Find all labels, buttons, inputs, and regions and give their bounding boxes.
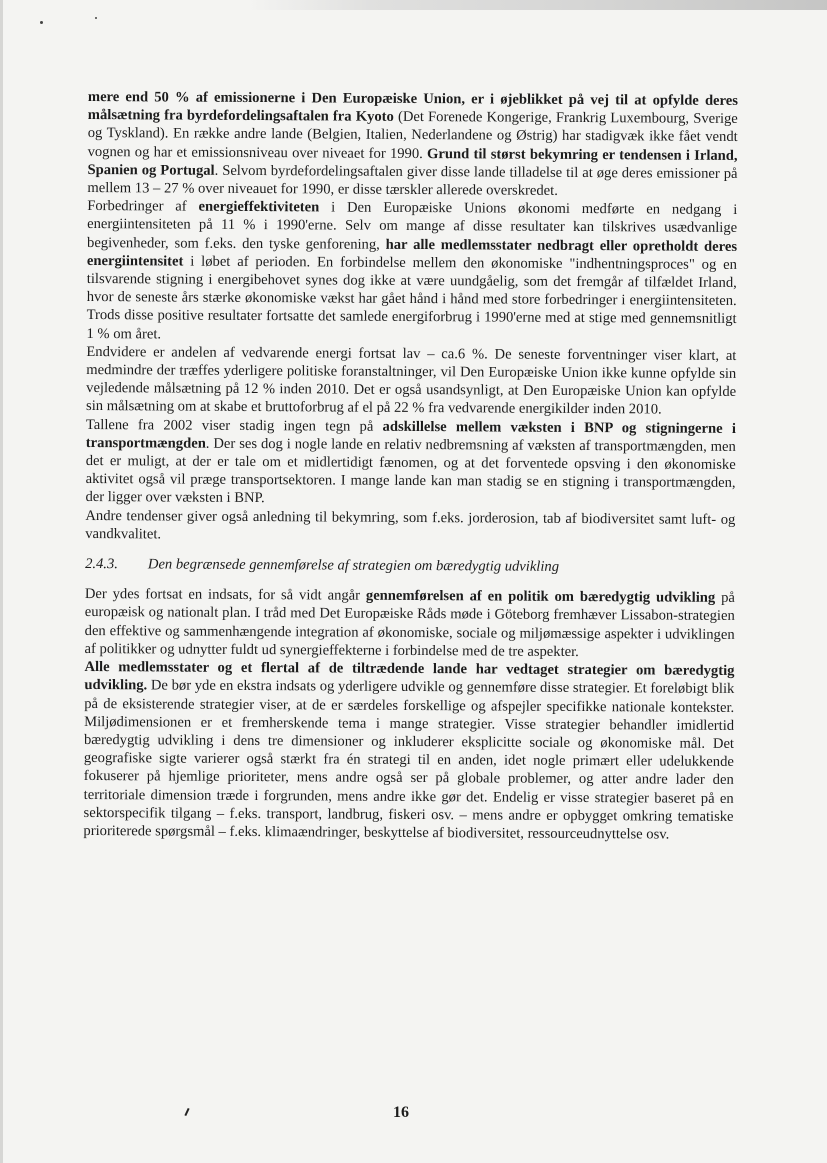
scan-speck [40,21,43,24]
paragraph-group-2 [83,585,735,844]
scan-edge-left [0,0,3,1163]
paragraph [83,658,734,844]
text-run: . Der ses dog i nogle lande en relativ nedbremsning af væksten af transportmængden, men det er muligt, at der er tale om et midlertidigt fænomen, og at det forventede opsving i den økonomiske aktivitet også vil præge transportsektoren. I mange lande kan man stadig se en stigning i transportmængden, der ligger over væksten i BNP. [85,435,736,507]
text-run: (Det Forenede Kongerige, Frankrig Luxembourg, Sverige og Tyskland). En række andre lande (Belgien, Italien, Nederlandene og Østrig) har stadigvæk ikke fået vendt vognen og har et emissionsniveau over niveaet for 1990. [87,109,738,162]
bold-text-run: Alle medlemsstater og et flertal af de tiltrædende lande har vedtaget strategier om bæredygtig udvikling. [84,659,735,694]
page-number: 16 [393,1104,409,1121]
section-title: Den begrænsede gennemførelse af strategien om bæredygtig udvikling [147,556,560,575]
paragraph-group-1 [85,88,738,547]
paragraph [87,88,738,201]
text-run: på europæisk og nationalt plan. I tråd med Det Europæiske Råds møde i Göteborg fremhæver Lissabon-strategien den effektive og sammenhængende integration af økonomiske, sociale og miljømæssige aspekter i udviklingen af politikker og udnytter fuldt ud synergieffekterne i forbindelse med de tre aspekter. [84,590,735,660]
scan-edge-top [0,0,827,10]
bold-text-run: adskillelse mellem væksten i BNP og stigningerne i transportmængden [85,418,736,452]
text-run: Tallene fra 2002 viser stadig ingen tegn på [85,416,383,435]
section-number: 2.4.3. [85,556,118,573]
section-heading [85,555,735,577]
text-run: . Selvom byrdefordelingsaftalen giver disse lande tilladelse til at øge deres emissioner på mellem 13 – 27 % over niveauet for 1990, er disse tærskler allerede overskredet. [87,162,738,199]
bold-text-run: mere end 50 % af emissionerne i Den Europæiske Union, er i øjeblikket på vej til at opfylde deres målsætning fra byrdefordelingsaftalen fra Kyoto [87,88,738,126]
bold-text-run: har alle medlemsstater nedbragt eller opretholdt deres energiintensitet [86,236,738,270]
text-run: Der ydes fortsat en indsats, for så vidt angår [84,586,366,604]
bold-text-run: gennemførelsen af en politik om bæredygtig udvikling [365,587,716,607]
paragraph [85,416,736,511]
text-run: i Den Europæiske Unions økonomi medførte en nedgang i energiintensiteten på 11 % i 1990'erne. Selv om mange af disse resultater kan tilskrives usædvanlige begivenheder, som f.eks. den tyske genforening, [87,199,738,253]
text-run: Forbedringer af [87,198,199,215]
paragraph [85,585,735,662]
paragraph [85,507,735,547]
text-run: Endvidere er andelen af vedvarende energi fortsat lav – ca.6 %. De seneste forventninger viser klart, at medmindre der træffes yderligere politiske foranstaltninger, vil Den Europæiske Union ikke kunne opfylde sin vejledende målsætning på 12 % inden 2010. Det er også usandsynligt, at Den Europæiske Union kan opfylde sin målsætning om at skabe et bruttoforbrug af el på 22 % fra vedvarende energikilder inden 2010. [86,343,737,418]
bold-text-run: energieffektiviteten [198,198,320,216]
scan-speck [95,17,97,19]
pen-mark [184,1108,189,1116]
bold-text-run: Grund til størst bekymring er tendensen i Irland, Spanien og Portugal [87,145,738,179]
text-run: De bør yde en ekstra indsats og yderligere udvikle og gennemføre disse strategier. Et foreløbigt blik på de eksisterende strategier viser, at de er særdeles forskellige og afspejler specifikke nationale kontekster. Miljødimensionen er et fremherskende tema i mange strategier. Visse strategier behandler imidlertid bæredygtig udvikling i dens tre dimensioner og inkluderer eksplicitte sociale og økonomiske mål. Det geografiske sigte varierer også stærkt fra én strategi til en anden, idet nogle primært eller udelukkende fokuserer på hjemlige prioriteter, mens andre også ser på globale problemer, og atter andre lader den territoriale dimension træde i forgrunden, mens andre ikke gør det. Endelig er visse strategier baseret på en sektorspecifik tilgang – f.eks. transport, landbrug, fiskeri osv. – mens andre er opbygget omkring tematiske prioriterede spørgsmål – f.eks. klimaændringer, beskyttelse af biodiversitet, ressourceudnyttelse osv. [83,677,735,843]
text-run: Andre tendenser giver også anledning til bekymring, som f.eks. jorderosion, tab af biodiversitet samt luft- og vandkvalitet. [85,507,736,543]
text-run: i løbet af perioden. En forbindelse mellem den økonomiske "indhentningsproces" og en tilsvarende stigning i energibehovet synes dog ikke at være uundgåelig, som det fremgår af tilfældet Irland, hvor de seneste års stærke økonomiske vækst har gået hånd i hånd med store forbedringer i energiintensiteten. Trods disse positive resultater fortsatte det samlede energiforbrug i 1990'erne med at stige med gennemsnitligt 1 % om året. [86,253,737,343]
paragraph [86,197,737,347]
page-body [83,88,738,844]
paragraph [86,343,736,420]
